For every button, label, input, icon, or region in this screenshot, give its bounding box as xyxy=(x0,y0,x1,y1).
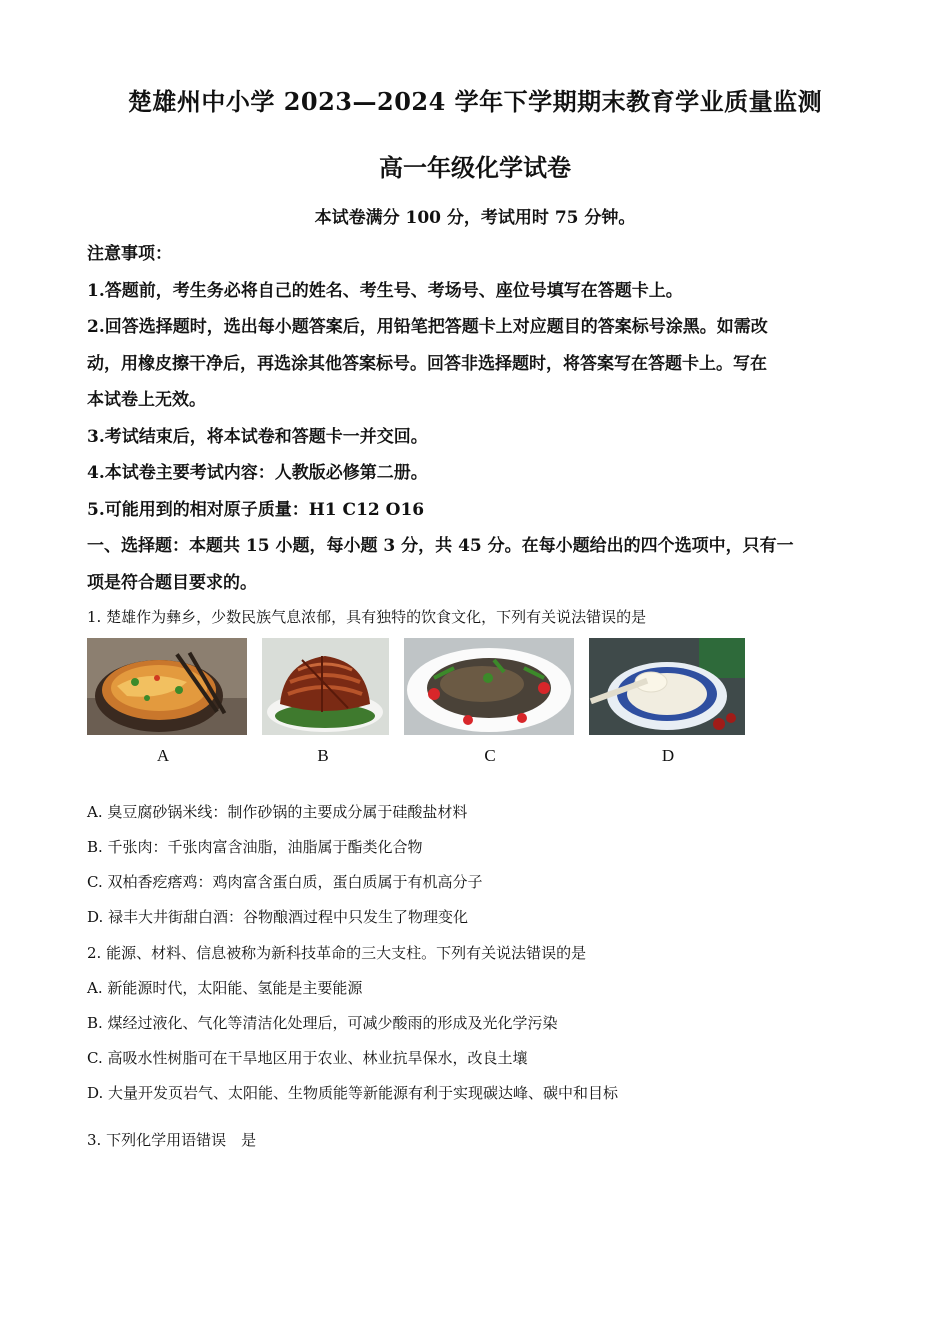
exam-info: 本试卷满分 100 分，考试用时 75 分钟。 xyxy=(314,208,636,228)
food-photo-d xyxy=(589,638,745,735)
question-2-option-a: A. 新能源时代，太阳能、氢能是主要能源 xyxy=(87,979,363,997)
image-label-a: A xyxy=(156,746,170,765)
question-2-option-c: C. 高吸水性树脂可在干旱地区用于农业、林业抗旱保水，改良土壤 xyxy=(87,1049,528,1067)
question-2-stem: 2. 能源、材料、信息被称为新科技革命的三大支柱。下列有关说法错误的是 xyxy=(87,944,587,962)
notice-item-1: 1.答题前，考生务必将自己的姓名、考生号、考场号、座位号填写在答题卡上。 xyxy=(87,280,683,301)
food-photo-a xyxy=(87,638,247,735)
section-heading-line-2: 项是符合题目要求的。 xyxy=(87,572,257,593)
image-label-b: B xyxy=(317,746,329,765)
notice-item-3: 3.考试结束后，将本试卷和答题卡一并交回。 xyxy=(87,426,428,447)
question-3-stem: 3. 下列化学用语错误 是 xyxy=(87,1131,257,1149)
section-heading-line-1: 一、选择题：本题共 15 小题，每小题 3 分，共 45 分。在每小题给出的四个选项中，只有一 xyxy=(87,536,794,556)
notice-item-4: 4.本试卷主要考试内容：人教版必修第二册。 xyxy=(87,463,428,483)
question-1-option-d: D. 禄丰大井街甜白酒：谷物酿酒过程中只发生了物理变化 xyxy=(87,908,469,926)
notice-item-2-line-3: 本试卷上无效。 xyxy=(87,390,206,410)
image-label-c: C xyxy=(484,746,496,765)
notice-heading: 注意事项： xyxy=(87,244,172,264)
question-2-option-d: D. 大量开发页岩气、太阳能、生物质能等新能源有利于实现碳达峰、碳中和目标 xyxy=(87,1084,619,1102)
exam-subject-title: 高一年级化学试卷 xyxy=(379,153,571,182)
question-1-option-b: B. 千张肉：千张肉富含油脂，油脂属于酯类化合物 xyxy=(87,838,423,856)
notice-item-2-line-2: 动，用橡皮擦干净后，再选涂其他答案标号。回答非选择题时，将答案写在答题卡上。写在 xyxy=(87,353,767,374)
food-photo-c xyxy=(404,638,574,735)
image-label-d: D xyxy=(661,746,675,765)
exam-title: 楚雄州中小学 2023—2024 学年下学期期末教育学业质量监测 xyxy=(127,87,823,116)
notice-section xyxy=(87,236,862,601)
notice-item-5: 5.可能用到的相对原子质量：H1 C12 O16 xyxy=(87,499,425,520)
question-1-stem: 1. 楚雄作为彝乡，少数民族气息浓郁，具有独特的饮食文化，下列有关说法错误的是 xyxy=(87,608,647,626)
question-2-option-b: B. 煤经过液化、气化等清洁化处理后，可减少酸雨的形成及光化学污染 xyxy=(87,1014,558,1032)
question-1-option-a: A. 臭豆腐砂锅米线：制作砂锅的主要成分属于硅酸盐材料 xyxy=(87,803,468,821)
food-photo-b xyxy=(262,638,389,735)
notice-item-2-line-1: 2.回答选择题时，选出每小题答案后，用铅笔把答题卡上对应题目的答案标号涂黑。如需改 xyxy=(87,317,768,337)
question-1-option-c: C. 双柏香疙瘩鸡：鸡肉富含蛋白质，蛋白质属于有机高分子 xyxy=(87,873,483,891)
